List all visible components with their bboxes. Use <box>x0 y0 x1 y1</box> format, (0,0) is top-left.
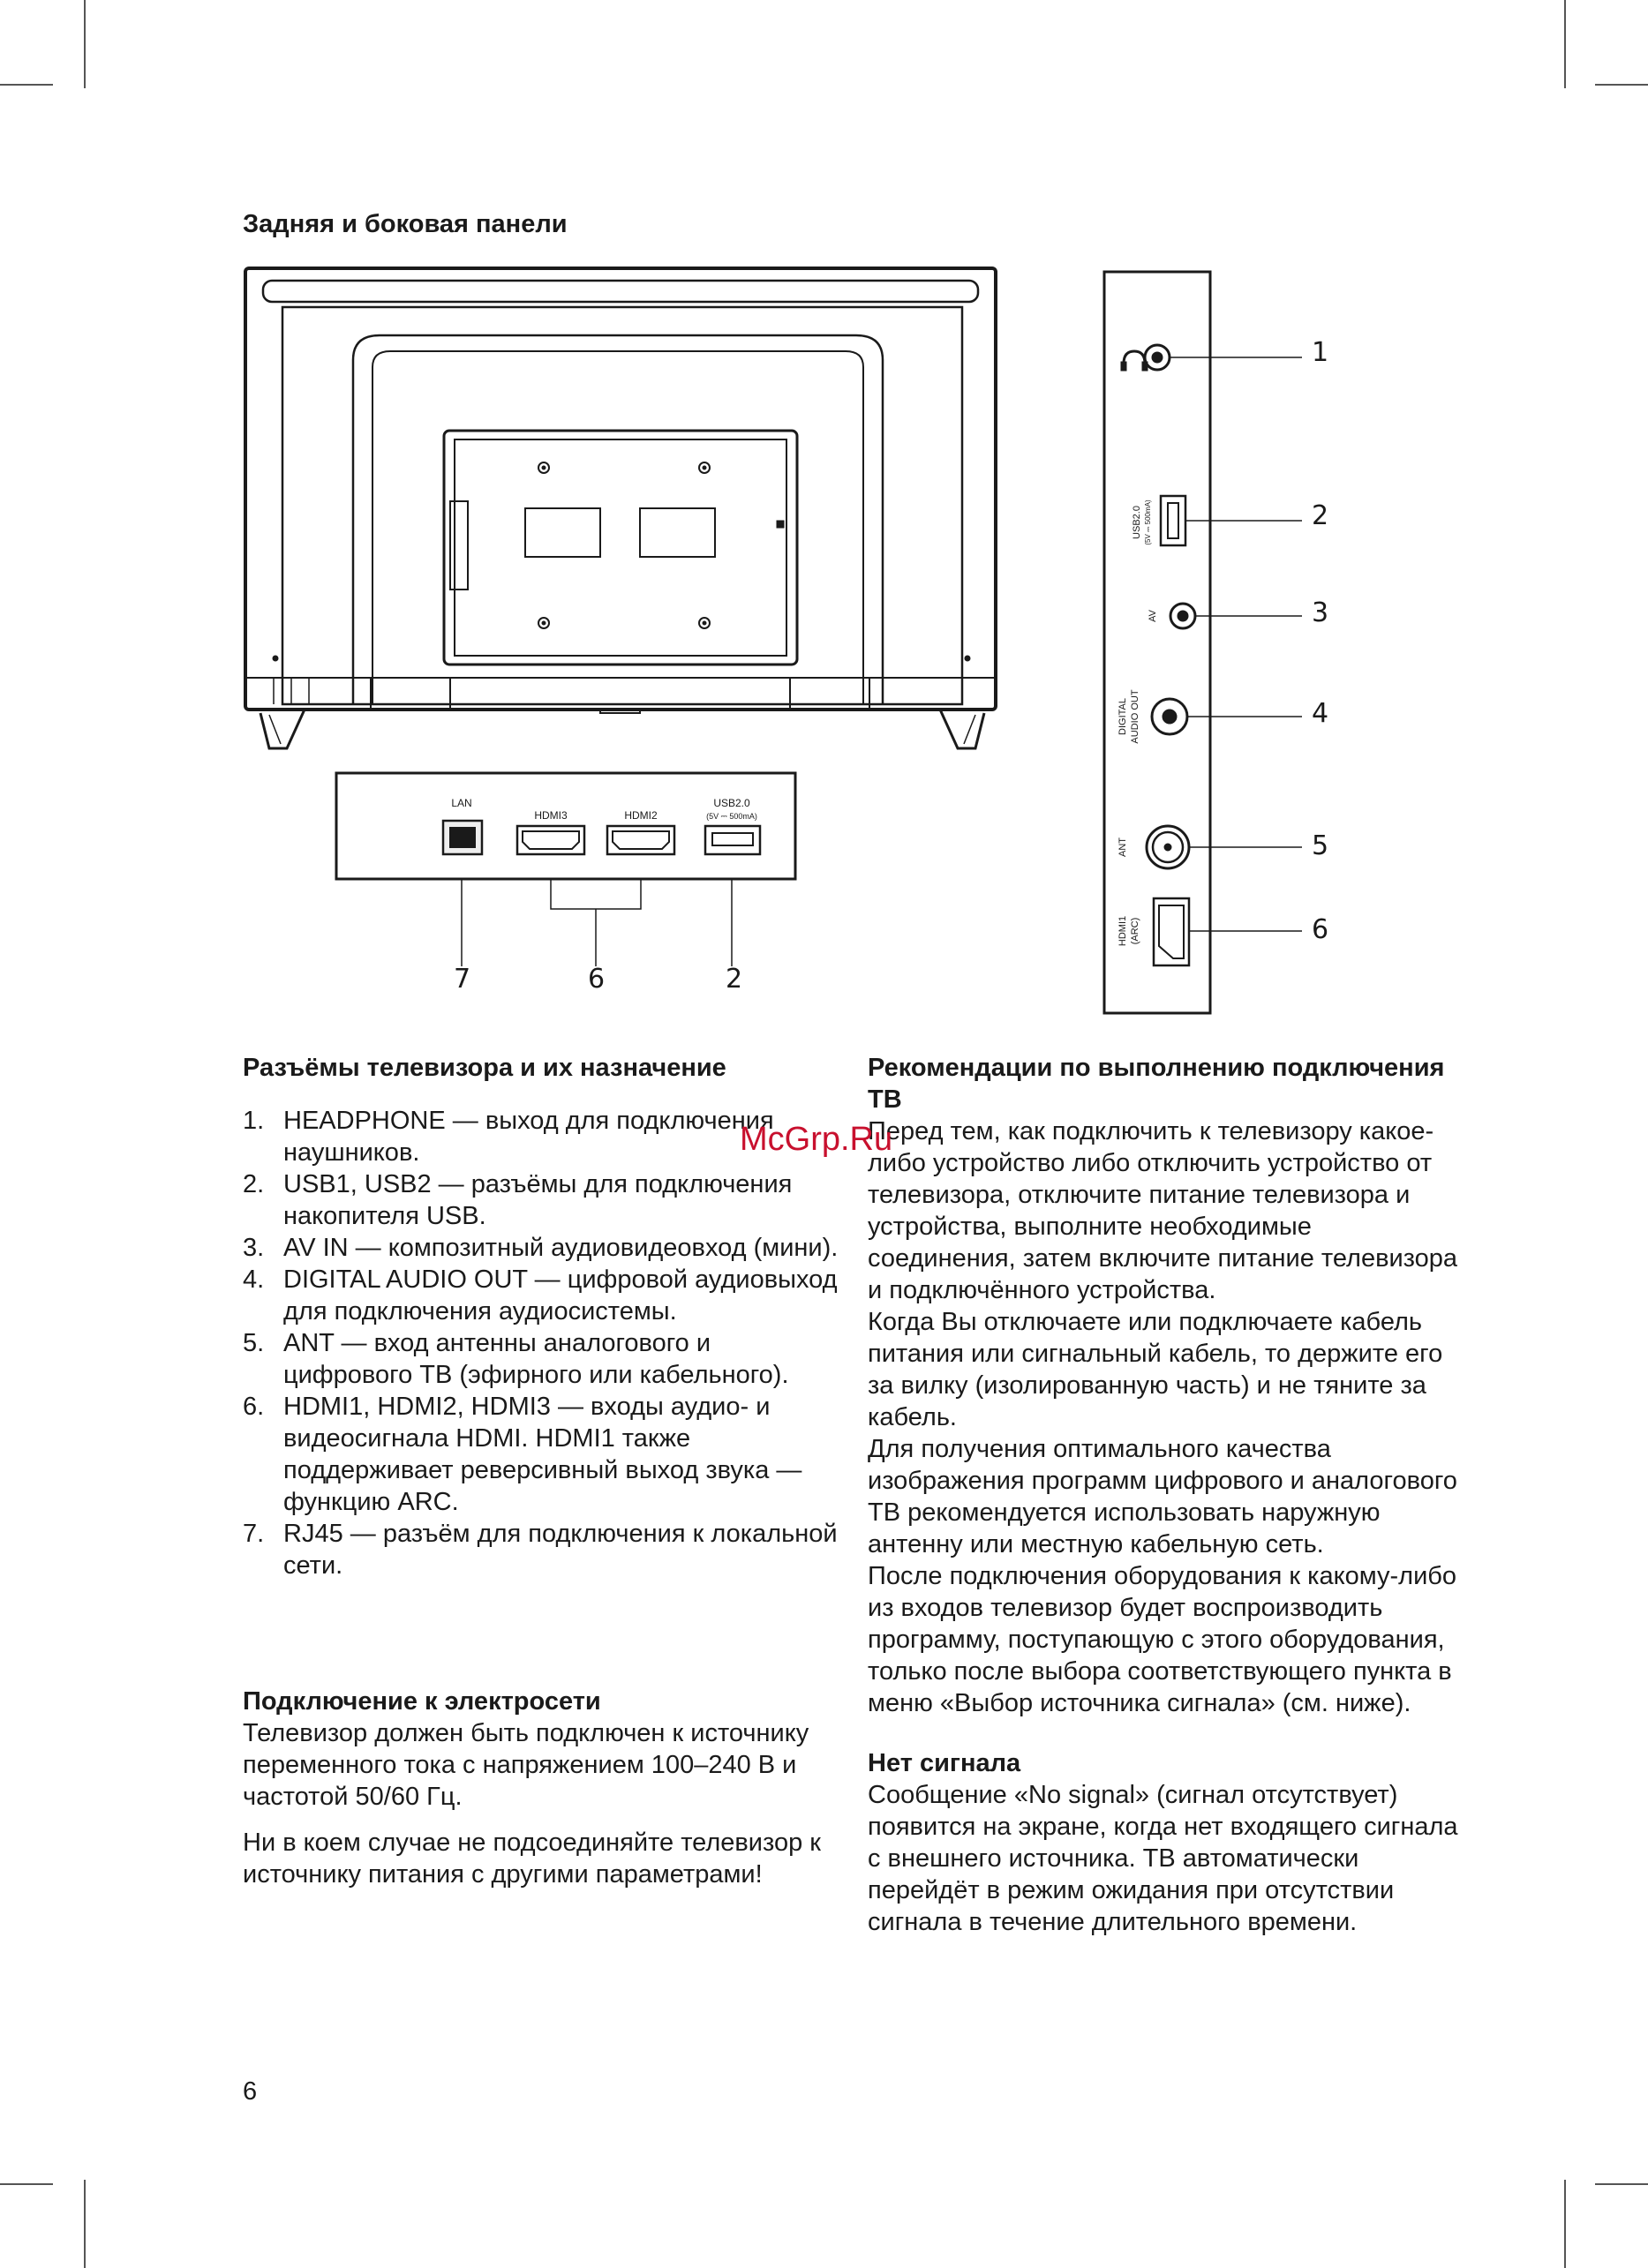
hdmi3-label: HDMI3 <box>534 809 568 822</box>
list-item: 7. RJ45 — разъём для подключения к локальной сети. <box>243 1520 838 1580</box>
list-item: 1. HEADPHONE — выход для подключения наушников. <box>243 1107 774 1167</box>
crop-mark <box>0 84 53 86</box>
no-signal-title: Нет сигнала <box>868 1749 1021 1777</box>
crop-mark <box>0 2183 53 2185</box>
recommendation-paragraph: Для получения оптимального качества изображения программ цифрового и аналогового ТВ рекомендуется использовать наружную антенну или местную кабельную сеть. <box>868 1435 1457 1558</box>
digital-label: DIGITAL <box>1117 698 1128 735</box>
side-usb-label: USB2.0 <box>1132 506 1142 539</box>
usb-rating: (5V ⎓ 500mA) <box>706 812 757 821</box>
ant-label: ANT <box>1117 837 1128 857</box>
right-column <box>868 1052 1459 1938</box>
list-item: 3. AV IN — композитный аудиовидеовход (мини). <box>243 1234 839 1262</box>
tv-rear-diagram <box>238 263 1006 757</box>
crop-mark <box>1595 2183 1648 2185</box>
power-section <box>243 1686 830 1890</box>
hdmi1-label: HDMI1 <box>1117 915 1128 947</box>
usb-label: USB2.0 <box>713 797 750 809</box>
recommendation-paragraph: Когда Вы отключаете или подключаете кабель питания или сигнальный кабель, то держите его за вилку (изолированную часть) и не тяните за кабель. <box>868 1308 1443 1431</box>
crop-mark <box>1564 0 1566 88</box>
side-usb-rating: (5V ⎓ 500mA) <box>1144 499 1152 545</box>
callout-6: 6 <box>588 964 606 995</box>
recommendations-title: Рекомендации по выполнению подключения ТВ <box>868 1054 1445 1114</box>
audio-out-label: AUDIO OUT <box>1130 689 1140 744</box>
list-item: 6. HDMI1, HDMI2, HDMI3 — входы аудио- и видеосигнала HDMI. HDMI1 также поддерживает реверсивный выход звука — функцию ARC. <box>243 1393 802 1516</box>
av-label: AV <box>1148 610 1158 622</box>
lan-label: LAN <box>451 797 472 809</box>
side-callout-5: 5 <box>1312 830 1329 861</box>
side-connector-panel <box>1099 265 1311 1024</box>
page-number: 6 <box>243 2077 258 2106</box>
power-title: Подключение к электросети <box>243 1687 601 1716</box>
side-callout-2: 2 <box>1312 500 1329 531</box>
hdmi2-label: HDMI2 <box>624 809 658 822</box>
list-item: 5. ANT — вход антенны аналогового и цифрового ТВ (эфирного или кабельного). <box>243 1329 789 1389</box>
crop-mark <box>84 0 86 88</box>
no-signal-text: Сообщение «No signal» (сигнал отсутствует) появится на экране, когда нет входящего сигнала с внешнего источника. ТВ автоматически перейдёт в режим ожидания при отсутствии сигнала в течение длительного времени. <box>868 1781 1458 1936</box>
callout-7: 7 <box>454 964 471 995</box>
connectors-title: Разъёмы телевизора и их назначение <box>243 1054 726 1082</box>
watermark: McGrp.Ru <box>740 1121 893 1158</box>
crop-mark <box>84 2180 86 2268</box>
connectors-list <box>243 1105 843 1581</box>
recommendation-paragraph: После подключения оборудования к какому-либо из входов телевизор будет воспроизводить программу, поступающую с этого оборудования, только после выбора соответствующего пункта в меню «Выбор источника сигнала» (см. ниже). <box>868 1562 1457 1717</box>
crop-mark <box>1595 84 1648 86</box>
callout-2: 2 <box>726 964 743 995</box>
arc-label: (ARC) <box>1130 917 1140 945</box>
page-heading: Задняя и боковая панели <box>243 210 568 238</box>
side-callout-6: 6 <box>1312 914 1329 945</box>
power-warning: Ни в коем случае не подсоединяйте телевизор к источнику питания с другими параметрами! <box>243 1829 821 1889</box>
power-text: Телевизор должен быть подключен к источнику переменного тока с напряжением 100–240 В и частотой 50/60 Гц. <box>243 1719 809 1811</box>
crop-mark <box>1564 2180 1566 2268</box>
list-item: 2. USB1, USB2 — разъёмы для подключения накопителя USB. <box>243 1170 793 1230</box>
recommendation-paragraph: Перед тем, как подключить к телевизору какое-либо устройство либо отключить устройство от телевизора, отключите питание телевизора и устройства, выполните необходимые соединения, затем включите питание телевизора и подключённого устройства. <box>868 1117 1458 1304</box>
side-callout-1: 1 <box>1312 337 1329 368</box>
side-callout-3: 3 <box>1312 597 1329 628</box>
side-callout-4: 4 <box>1312 698 1329 729</box>
list-item: 4. DIGITAL AUDIO OUT — цифровой аудиовыход для подключения аудиосистемы. <box>243 1265 838 1326</box>
bottom-connector-panel <box>334 768 801 988</box>
